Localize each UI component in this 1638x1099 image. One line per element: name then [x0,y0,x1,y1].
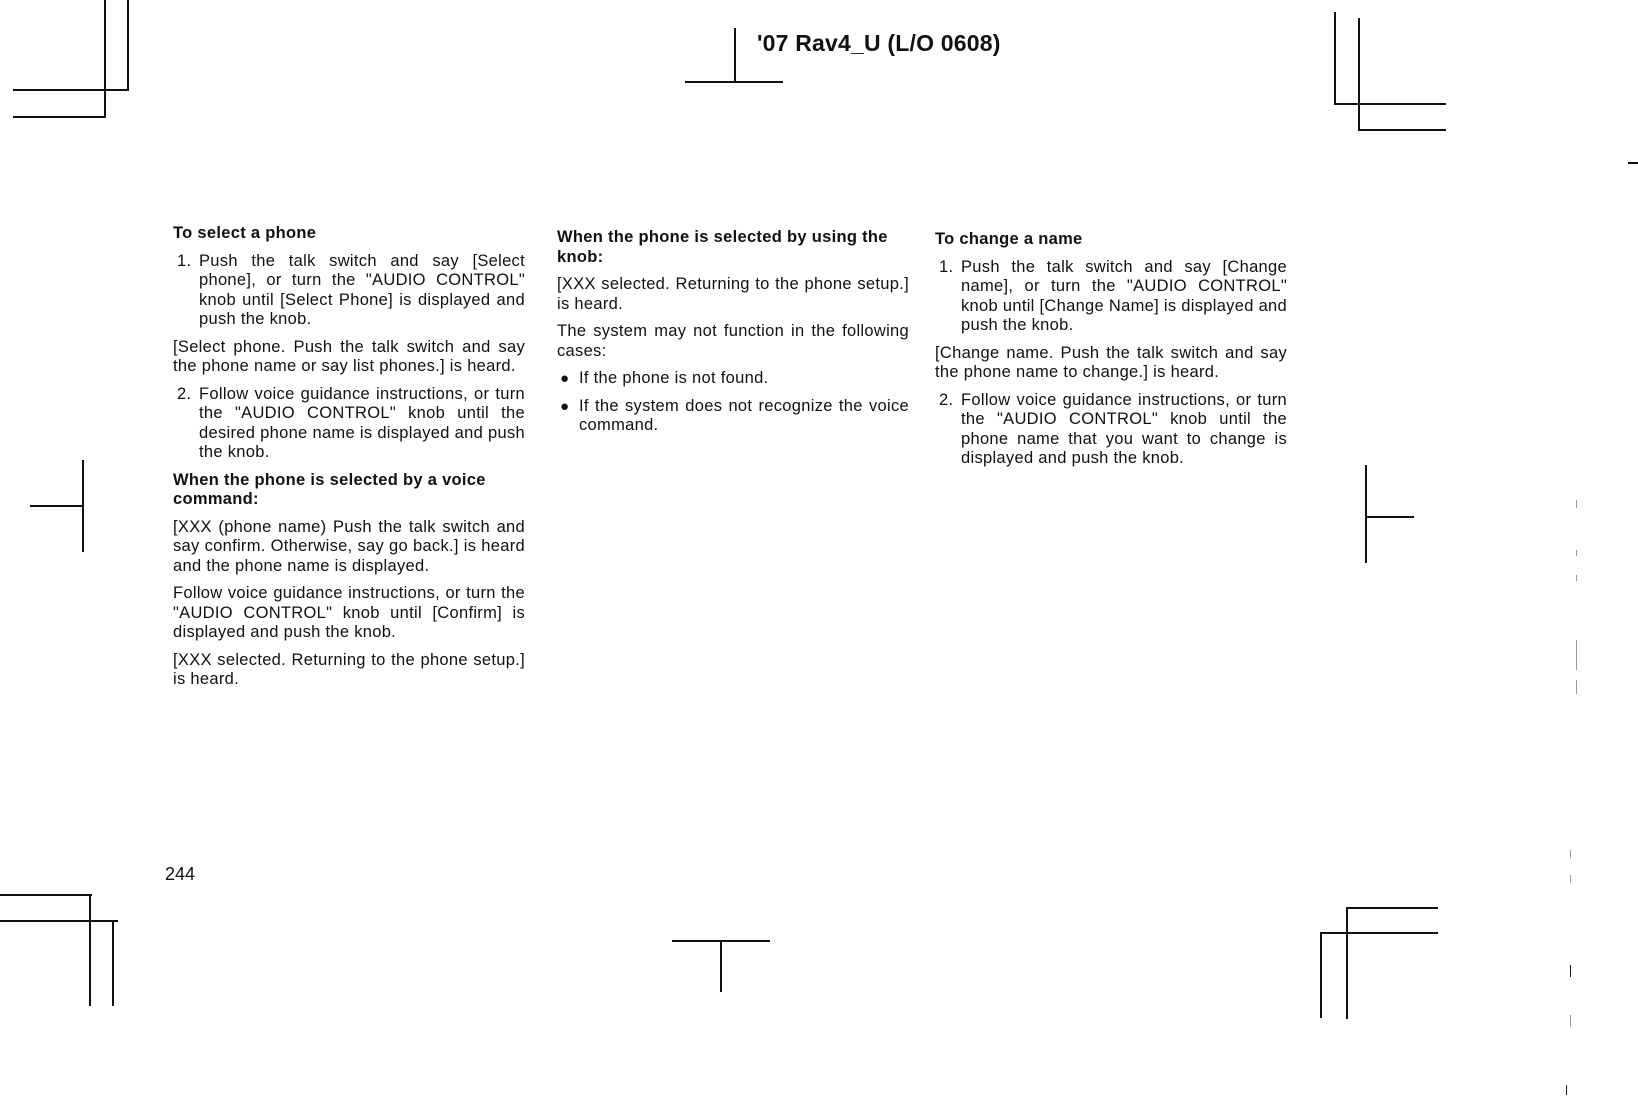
right-column [935,230,1287,477]
section-heading-knob: When the phone is selected by using the knob: [557,228,888,266]
step-number: 1. [177,251,192,270]
step-number: 1. [939,257,954,276]
bullet-item [557,369,909,389]
middle-column [557,228,909,444]
step-2 [935,391,1287,469]
left-column [173,224,525,698]
bullet-text: If the phone is not found. [579,369,769,387]
section-heading-select-phone: To select a phone [173,224,317,242]
step-1 [173,252,525,330]
paragraph: Follow voice guidance instructions, or turn the "AUDIO CONTROL" knob until [Confirm] is displayed and push the knob. [173,584,525,641]
section-heading-voice-command: When the phone is selected by a voice command: [173,470,486,508]
step-number: 2. [939,390,954,409]
step-number: 2. [177,384,192,403]
paragraph: [Change name. Push the talk switch and say the phone name to change.] is heard. [935,343,1287,381]
step-text: Follow voice guidance instructions, or turn the "AUDIO CONTROL" knob until the desired phone name is displayed and push the knob. [199,384,525,461]
paragraph: [Select phone. Push the talk switch and say the phone name or say list phones.] is heard. [173,337,525,375]
step-text: Follow voice guidance instructions, or turn the "AUDIO CONTROL" knob until the phone name that you want to change is displayed and push the knob. [961,390,1287,467]
bullet-icon: ● [560,370,570,387]
bullet-text: If the system does not recognize the voice command. [579,396,909,434]
paragraph: The system may not function in the following cases: [557,322,909,360]
page-number: 244 [165,864,196,884]
step-text: Push the talk switch and say [Change name], or turn the "AUDIO CONTROL" knob until [Change Name] is displayed and push the knob. [961,257,1287,334]
paragraph: [XXX (phone name) Push the talk switch and say confirm. Otherwise, say go back.] is heard and the phone name is displayed. [173,517,525,575]
bullet-item [557,397,909,436]
document-header: '07 Rav4_U (L/O 0608) [757,30,1001,56]
paragraph: [XXX selected. Returning to the phone setup.] is heard. [173,650,525,688]
paragraph: [XXX selected. Returning to the phone setup.] is heard. [557,275,909,313]
step-1 [935,258,1287,336]
step-text: Push the talk switch and say [Select phone], or turn the "AUDIO CONTROL" knob until [Select Phone] is displayed and push the knob. [199,251,525,328]
section-heading-change-name: To change a name [935,230,1083,248]
step-2 [173,385,525,463]
bullet-icon: ● [560,397,570,415]
